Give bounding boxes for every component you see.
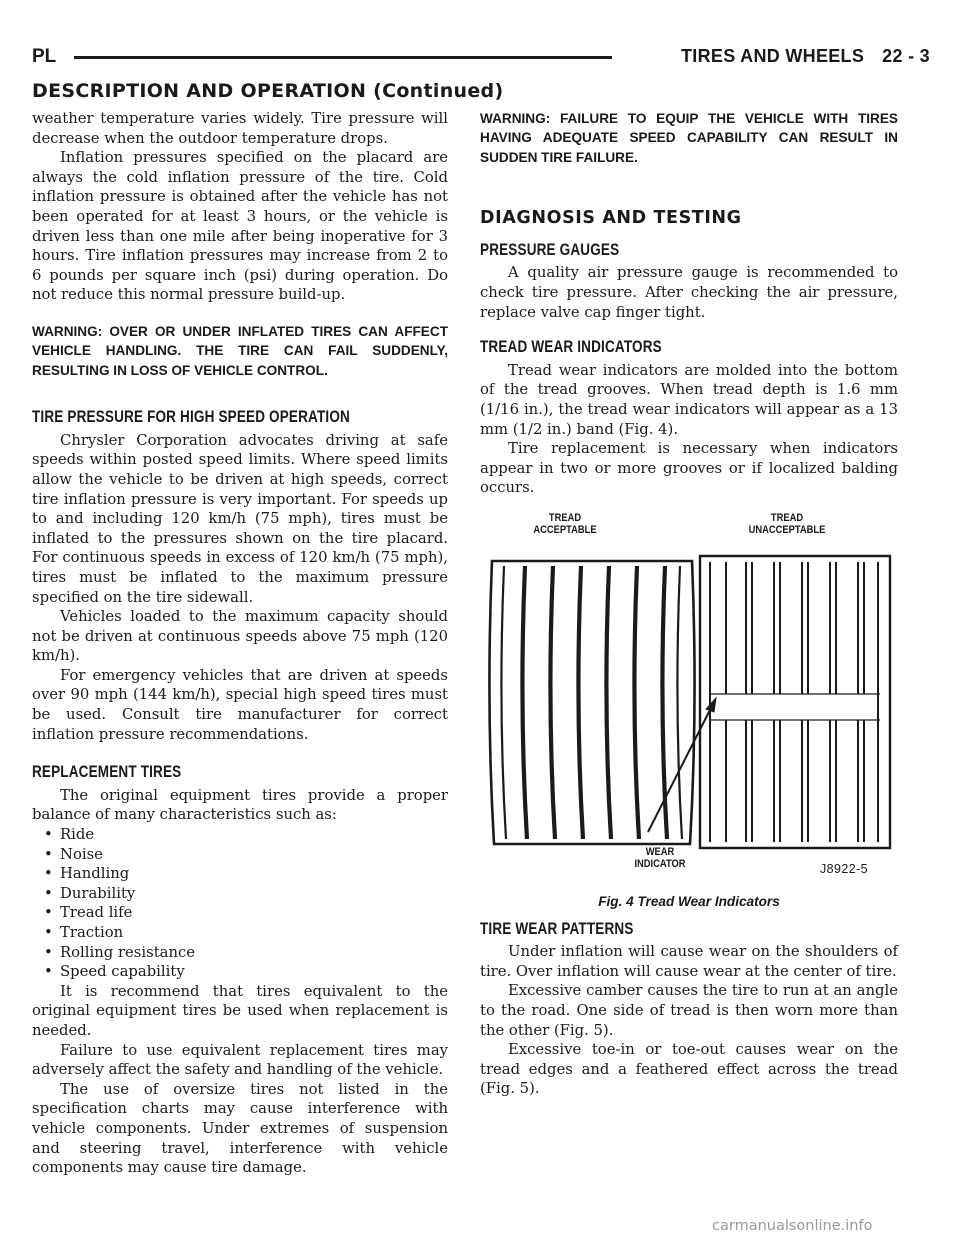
header-rule <box>74 56 612 59</box>
paragraph: Tire replacement is necessary when indicators appear in two or more grooves or if localized balding occurs. <box>480 440 898 497</box>
list-item: • Durability <box>44 884 136 902</box>
bullet-icon: • <box>44 924 53 941</box>
section-heading: PRESSURE GAUGES <box>480 240 620 259</box>
figure-caption: Fig. 4 Tread Wear Indicators <box>598 893 780 909</box>
section-heading: REPLACEMENT TIRES <box>32 763 182 782</box>
bullet-icon: • <box>44 943 53 961</box>
paragraph: Excessive camber causes the tire to run at an angle to the road. One side of tread is then worn more than the other (Fig. 5). <box>480 982 898 1039</box>
page-header <box>32 42 930 72</box>
paragraph: The original equipment tires provide a proper balance of many characteristics such as: <box>32 786 448 824</box>
label-tread-unacceptable: TREAD UNACCEPTABLE <box>748 511 826 536</box>
tire-unacceptable <box>700 556 890 848</box>
paragraph: Tread wear indicators are molded into the bottom of the tread grooves. When tread depth is 1.6 mm (1/16 in.), the tread wear indicators will appear as a 13 mm (1/2 in.) band (Fig. 4). <box>480 361 898 438</box>
list-item: • Ride <box>44 826 95 844</box>
list-item: • Tread life <box>44 904 133 922</box>
warning-text: WARNING: OVER OR UNDER INFLATED TIRES CAN AFFECT VEHICLE HANDLING. THE TIRE CAN FAIL SUDDENLY, RESULTING IN LOSS OF VEHICLE CONTROL. <box>32 323 448 378</box>
list-item: • Noise <box>44 845 103 863</box>
watermark-text: carmanualsonline.info <box>712 1218 873 1234</box>
figure-code: J8922-5 <box>820 861 868 876</box>
paragraph: Under inflation will cause wear on the shoulders of tire. Over inflation will cause wear at the center of tire. <box>480 943 898 980</box>
list-item: • Handling <box>44 865 130 883</box>
label-wear-indicator: WEAR INDICATOR <box>634 845 686 870</box>
bullet-icon: • <box>44 963 53 981</box>
header-manual-code: PL <box>32 46 57 67</box>
paragraph: For emergency vehicles that are driven at speeds over 90 mph (144 km/h), special high speed tires must be used. Consult tire manufacturer for correct inflation pressure recommendations. <box>32 666 448 743</box>
paragraph: weather temperature varies widely. Tire pressure will decrease when the outdoor temperature drops. <box>32 110 448 147</box>
header-page-number: 22 - 3 <box>882 46 930 66</box>
section-heading: TIRE WEAR PATTERNS <box>480 919 634 938</box>
header-section <box>681 46 930 67</box>
bullet-icon: • <box>44 904 53 922</box>
header-section-title: TIRES AND WHEELS <box>681 46 865 66</box>
paragraph: Vehicles loaded to the maximum capacity should not be driven at continuous speeds above 75 mph (120 km/h). <box>32 608 448 665</box>
bullet-icon: • <box>44 845 53 863</box>
warning-text: WARNING: FAILURE TO EQUIP THE VEHICLE WITH TIRES HAVING ADEQUATE SPEED CAPABILITY CAN RESULT IN SUDDEN TIRE FAILURE. <box>480 111 898 165</box>
tread-wear-figure <box>480 506 898 886</box>
tread-illustration <box>480 506 898 886</box>
paragraph: Inflation pressures specified on the placard are always the cold inflation pressure of the tire. Cold inflation pressure is obtained after the vehicle has not been operated for at least 3 hours, or the vehicle is driven less than one mile after being inoperative for 3 hours. Tire inflation pressures may increase from 2 to 6 pounds per square inch (psi) during operation. Do not reduce this normal pressure build-up. <box>32 149 448 304</box>
paragraph: Excessive toe-in or toe-out causes wear on the tread edges and a feathered effect across the tread (Fig. 5). <box>480 1041 898 1098</box>
list-item: • Speed capability <box>44 963 185 981</box>
section-heading: TIRE PRESSURE FOR HIGH SPEED OPERATION <box>32 408 350 427</box>
paragraph: The use of oversize tires not listed in the specification charts may cause interference with vehicle components. Under extremes of suspension and steering travel, interference with vehicle components may cause tire damage. <box>32 1080 448 1177</box>
section-heading: TREAD WEAR INDICATORS <box>480 338 662 357</box>
left-column <box>32 109 448 1178</box>
major-heading: DIAGNOSIS AND TESTING <box>480 208 742 229</box>
bullet-icon: • <box>44 865 53 883</box>
page-subtitle: DESCRIPTION AND OPERATION (Continued) <box>32 80 504 102</box>
list-item: • Traction <box>44 924 124 941</box>
right-column <box>480 109 898 1099</box>
label-tread-acceptable: TREAD ACCEPTABLE <box>533 511 597 536</box>
bullet-icon: • <box>44 826 53 844</box>
bullet-icon: • <box>44 884 53 902</box>
characteristics-list <box>32 825 448 982</box>
paragraph: It is recommend that tires equivalent to the original equipment tires be used when replacement is needed. <box>32 982 448 1039</box>
paragraph: Failure to use equivalent replacement tires may adversely affect the safety and handling of the vehicle. <box>32 1041 448 1079</box>
list-item: • Rolling resistance <box>44 943 196 961</box>
paragraph: A quality air pressure gauge is recommended to check tire pressure. After checking the air pressure, replace valve cap finger tight. <box>480 264 898 321</box>
paragraph: Chrysler Corporation advocates driving at safe speeds within posted speed limits. Where speed limits allow the vehicle to be driven at high speeds, correct tire inflation pressure is very important. For speeds up to and including 120 km/h (75 mph), tires must be inflated to the pressures shown on the tire placard. For continuous speeds in excess of 120 km/h (75 mph), tires must be inflated to the maximum pressure specified on the tire sidewall. <box>32 431 448 606</box>
